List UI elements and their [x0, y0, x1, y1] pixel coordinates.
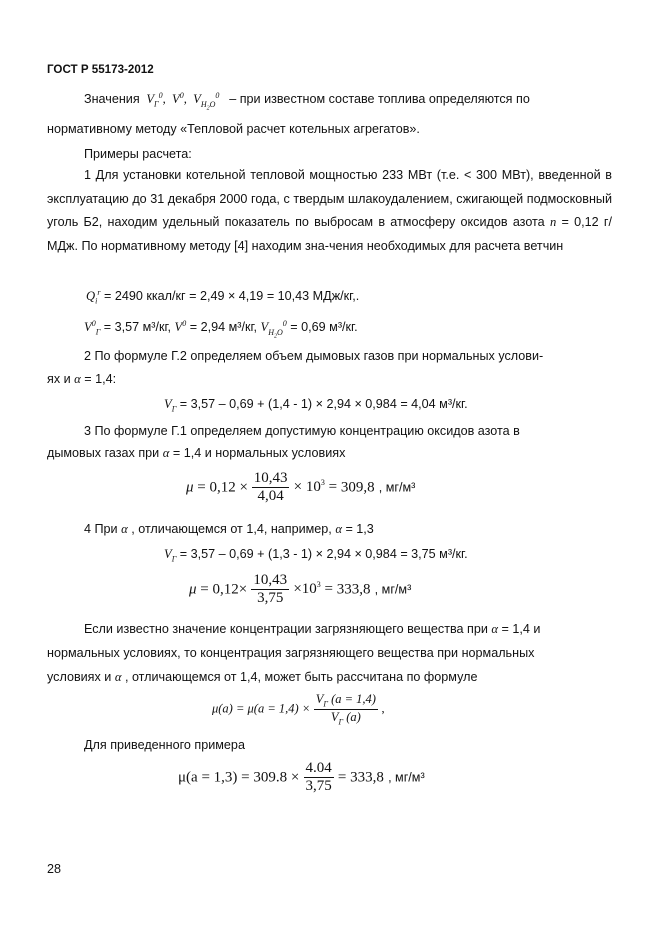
equation-vg-2: [164, 547, 468, 564]
vg-symbol: $V_Г$: [164, 547, 177, 564]
examples-title: Примеры расчета:: [84, 147, 192, 161]
mu3-unit: , мг/м³: [388, 770, 425, 785]
formula-mu-2: μ = 0,12× $\frac{10,43}{3,75}$ $\times 10^3 = 333,8$ , мг/м³: [189, 572, 412, 606]
mu1-numerator: 10,43: [253, 470, 288, 486]
if-value: = 1,4 и: [501, 622, 541, 636]
example-4-line: [84, 522, 374, 537]
if-text: Если известно значение концентрации загрязняющего вещества при: [84, 622, 488, 636]
formula-mu-3: μ(a = 1,3) = 309.8 × $\frac{4.04}{3,75}$ = 333,8 , мг/м³: [178, 760, 425, 794]
alpha-symbol: α: [74, 372, 81, 386]
example-3-tail: = 1,4 и нормальных условиях: [172, 446, 346, 460]
mu1-result: 309,8: [340, 479, 375, 496]
v-h2o-text: = 0,69 м³/кг.: [290, 320, 358, 335]
mu1-unit: , мг/м³: [378, 480, 416, 495]
if-line-2: нормальных условиях, то концентрация загрязняющего вещества при нормальных: [47, 646, 535, 660]
formula-mu-1: μ = 0,12 × $\frac{10,43}{4,04}$ × $10^3 = 309,8$ , мг/м³: [186, 470, 416, 504]
page-number: 28: [47, 862, 62, 876]
alpha-symbol: α: [162, 446, 170, 460]
equation-vg-2-text: = 3,57 – 0,69 + (1,3 - 1) × 2,94 × 0,984 = 3,75 м³/кг.: [179, 547, 468, 561]
mu2-denominator: 3,75: [257, 590, 284, 606]
q-text: = 2490 ккал/кг = 2,49 × 4,19 = 10,43 МДж/кг,.: [103, 289, 360, 304]
if-line-3: [47, 670, 477, 685]
values-line-1: [84, 91, 530, 111]
vg-symbol: $V_Г$: [164, 397, 177, 414]
mu2-coef: 0,12: [212, 581, 239, 598]
alpha-symbol: α: [491, 622, 499, 636]
equation-vg-1-text: = 3,57 – 0,69 + (1,4 - 1) × 2,94 × 0,984 = 4,04 м³/кг.: [179, 397, 468, 411]
n-symbol: n: [549, 215, 557, 230]
example-2-line-2: [47, 372, 116, 387]
document-header: ГОСТ Р 55173-2012: [47, 63, 154, 76]
mu3-result: 333,8: [350, 769, 384, 786]
example-1-text: 1 Для установки котельной тепловой мощностью 233 МВт (т.е. < 300 МВт), введенной в эксплуатацию до 31 декабря 2000 года, с твердым шлакоудалением, сжигающей подмосковный уголь Б2, находим удельный показатель по выбросам в атмосферу оксидов азота: [47, 168, 612, 230]
general-fraction: [314, 692, 378, 726]
mu2-unit: , мг/м³: [374, 582, 412, 597]
general-denominator: $V_Г$ (a): [330, 709, 361, 726]
mu3-numerator: 4.04: [305, 760, 332, 776]
example-4-middle: , отличающемся от 1,4, например,: [131, 522, 332, 536]
example-3-line-2: [47, 446, 345, 461]
mu1-denominator: 4,04: [257, 488, 284, 504]
example-1: [47, 164, 612, 258]
mu3-fraction: [304, 760, 334, 795]
formula-general: μ(a) = μ(a = 1,4) × $\frac{V_Г (a = 1,4)}{V_Г (a)}$ ,: [212, 692, 385, 726]
mu1-coef: 0,12: [209, 479, 236, 496]
for-example-line: Для приведенного примера: [84, 738, 245, 752]
v-h2o-symbol: $V_{H_2O}^0$: [260, 319, 287, 340]
example-3-line-1: 3 По формуле Г.1 определяем допустимую концентрацию оксидов азота в: [84, 424, 520, 438]
mu2-numerator: 10,43: [253, 572, 288, 588]
v-line: [84, 319, 358, 339]
if-line-3-tail: , отличающемся от 1,4, может быть рассчитана по формуле: [124, 670, 478, 684]
v0-text: = 2,94 м³/кг,: [189, 320, 258, 335]
v0-symbol: $V^0$: [174, 319, 187, 335]
example-2-line-1: 2 По формуле Г.2 определяем объем дымовых газов при нормальных услови-: [84, 349, 544, 363]
example-4-value: = 1,3: [345, 522, 374, 536]
v-g-symbol: $V^0_Г$: [84, 319, 101, 337]
values-text: – при известном составе топлива определяются по: [229, 92, 530, 107]
equation-vg-1: [164, 397, 468, 414]
mu3-lhs: μ(a = 1,3) = 309.8 ×: [178, 769, 300, 786]
example-2-value: = 1,4:: [84, 372, 117, 386]
general-numerator: $V_Г$ (a = 1,4): [315, 692, 376, 709]
v-g-text: = 3,57 м³/кг,: [103, 320, 172, 335]
if-line-1: [84, 622, 540, 637]
v-g0-symbol: $V_Г^0$, $V^0$, $V_{H_2O}^0$: [143, 91, 220, 112]
q-symbol: $Q_i^r$: [86, 288, 101, 306]
example-1-tail: = 0,12 г/МДж. По нормативному методу [4] находим зна-чения необходимых для расчета ветчин: [47, 215, 612, 253]
mu1-fraction: [252, 470, 290, 505]
q-line: [86, 288, 359, 306]
if-line-3-text: условиях и: [47, 670, 112, 684]
example-3-text: дымовых газах при: [47, 446, 160, 460]
example-4-text: 4 При: [84, 522, 118, 536]
mu2-result: 333,8: [336, 581, 371, 598]
mu3-denominator: 3,75: [305, 778, 332, 794]
alpha-symbol: α: [114, 670, 122, 684]
alpha-symbol: α: [121, 522, 128, 536]
alpha-symbol: α: [335, 522, 342, 536]
example-2-text: ях и: [47, 372, 71, 386]
mu2-fraction: [251, 572, 289, 607]
general-lhs: μ(a) = μ(a = 1,4) ×: [212, 701, 311, 716]
values-line-2: нормативному методу «Тепловой расчет котельных агрегатов».: [47, 122, 420, 136]
values-label: Значения: [84, 92, 140, 107]
